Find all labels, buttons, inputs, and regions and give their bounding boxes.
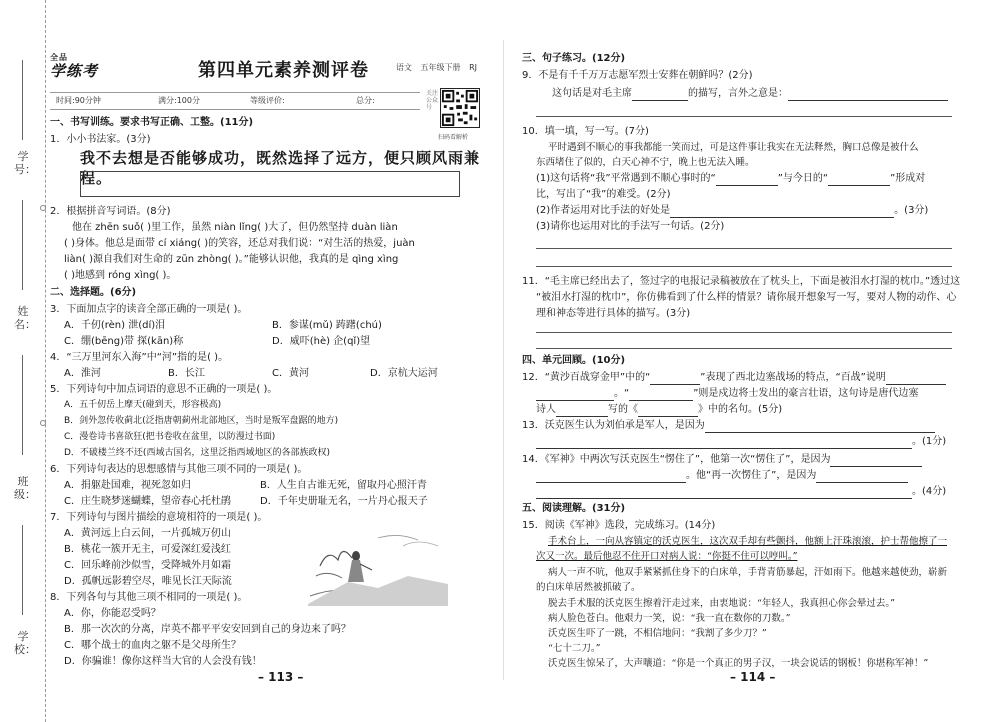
- q6-option-a[interactable]: A．捐躯赴国难，视死忽如归: [64, 480, 191, 491]
- section-2-heading: 二、选择题。(6分): [50, 287, 137, 298]
- q7-option-d[interactable]: D．孤帆远影碧空尽，唯见长江天际流: [64, 576, 232, 587]
- q12-text-d: ”则是戍边将士发出的豪言壮语，这句诗是唐代边塞: [693, 388, 919, 399]
- q10-1-blank-b[interactable]: [828, 174, 890, 186]
- school-label: 学校：: [14, 630, 36, 656]
- question-4: 4．“三万里河东入海”中“河”指的是( )。: [50, 352, 229, 363]
- q9-text-2: 的描写，言外之意是：: [688, 88, 788, 99]
- reading-line-7: 沃克医生吓了一跳，不相信地问：“我割了多少刀？”: [548, 628, 767, 639]
- q14-text-b: 。他“再一次愣住了”，是因为: [686, 470, 817, 481]
- time-limit: 时间:90分钟: [56, 96, 101, 105]
- rating-field: 等级评价:: [250, 96, 285, 105]
- exam-info-bar: [50, 92, 420, 110]
- question-2: 2．根据拼音写词语。(8分): [50, 206, 171, 217]
- q10-1-blank-a[interactable]: [716, 174, 778, 186]
- q5-option-b[interactable]: B．剑外忽传收蓟北(泛指唐朝蓟州北部地区，当时是叛军盘踞的地方): [64, 416, 339, 426]
- q9-text-1: 这句话是对毛主席: [552, 88, 632, 99]
- q5-option-c[interactable]: C．漫卷诗书喜欲狂(把书卷收在盆里，以防漫过书面): [64, 432, 276, 442]
- q13-score: 。(1分): [912, 436, 947, 447]
- q10-passage-1: 平时遇到不顺心的事我都能一笑而过，可是这件事让我实在无法释然，胸口总像是被什么: [548, 142, 919, 153]
- q11-line-2: “被泪水打湿的枕巾”，你仿佛看到了什么样的情景？请你展开想象写一写，要对人物的动作、心: [536, 292, 957, 303]
- q12-text-f: 写的《: [608, 404, 638, 415]
- section-5-heading: 五、阅读理解。(31分): [522, 503, 626, 514]
- q8-option-d[interactable]: D．你骗谁！像你这样当大官的人会没有钱！: [64, 656, 262, 667]
- page-114: [522, 48, 960, 688]
- gutter-line: [22, 60, 23, 140]
- reading-line-1: 手术台上，一向从容镇定的沃克医生，这次双手却有些颤抖，他额上汗珠滚滚，护士帮他擦了一: [548, 536, 948, 547]
- question-15: 15．阅读《军神》选段，完成练习。(14分): [522, 520, 716, 531]
- reading-line-3: 病人一声不吭，他双手紧紧抓住身下的白床单，手背青筋暴起，汗如雨下。他越来越使劲，崭新: [548, 567, 948, 578]
- q10-passage-2: 东西堵住了似的，白天心神不宁，晚上也无法入睡。: [536, 157, 755, 168]
- page-113: [50, 48, 486, 688]
- reading-line-5: 脱去手术服的沃克医生擦着汗走过来，由衷地说：“年轻人，我真担心你会晕过去。”: [548, 598, 895, 609]
- q4-option-b[interactable]: B．长江: [168, 368, 205, 379]
- question-12: [522, 370, 946, 385]
- binding-hole: [40, 205, 46, 211]
- q7-option-a[interactable]: A．黄河远上白云间，一片孤城万仞山: [64, 528, 231, 539]
- q9-answer-line: [552, 86, 948, 101]
- page-number-113: – 113 –: [258, 670, 304, 684]
- logo-main-text: 学练考: [50, 62, 99, 80]
- reading-line-4: 的白床单居然被抓破了。: [536, 582, 641, 593]
- q10-1-text-b: ”与今日的“: [777, 173, 829, 184]
- calligraphy-text: 我不去想是否能够成功，既然选择了远方，便只顾风雨兼程。: [80, 149, 481, 187]
- q10-sub-1: [536, 171, 925, 186]
- q2-line-2: ( )身体。他总是面带 cí xiáng( )的笑容，还总对我们说：“对生活的热爱，juàn: [64, 238, 415, 249]
- student-id-label: 学号：: [14, 150, 36, 176]
- q5-option-d[interactable]: D．不破楼兰终不还(西域古国名，这里泛指西域地区的各部族政权): [64, 448, 330, 458]
- gutter-line: [22, 200, 23, 290]
- q9-blank-1[interactable]: [632, 89, 688, 101]
- q14-blank-2[interactable]: [536, 471, 686, 483]
- section-3-heading: 三、句子练习。(12分): [522, 53, 626, 64]
- poem-illustration-image: [308, 526, 448, 606]
- q12-blank-1[interactable]: [650, 373, 700, 385]
- reading-line-9: 沃克医生惊呆了，大声嚷道：“你是一个真正的男子汉，一块会说话的钢板！你堪称军神！”: [548, 658, 929, 669]
- q6-option-b[interactable]: B．人生自古谁无死，留取丹心照汗青: [260, 480, 427, 491]
- gutter-line: [22, 355, 23, 455]
- answer-rule[interactable]: [536, 332, 952, 333]
- q2-line-3: liàn( )源自我们对生命的 zūn zhòng( )。”能够认识他，我真的是 qìng xìng: [64, 254, 399, 265]
- q12-text-e: 诗人: [536, 404, 556, 415]
- question-9: 9．不是有千千万万志愿军烈士安葬在朝鲜吗？(2分): [522, 70, 753, 81]
- q3-option-a[interactable]: A．千仞(rèn) 泄(dí)泪: [64, 320, 166, 331]
- question-7: 7．下列诗句与图片描绘的意境相符的一项是( )。: [50, 512, 268, 523]
- q10-sub-2: [536, 203, 928, 218]
- section-1-heading: 一、书写训练。要求书写正确、工整。(11分): [50, 117, 254, 128]
- q4-option-a[interactable]: A．淮河: [64, 368, 101, 379]
- q12-text-a: 12．“黄沙百战穿金甲”中的“: [522, 372, 651, 383]
- q6-option-c[interactable]: C．庄生晓梦迷蝴蝶，望帝春心托杜鹃: [64, 496, 231, 507]
- question-5: 5．下列诗句中加点词语的意思不正确的一项是( )。: [50, 384, 278, 395]
- page-fold: [503, 40, 504, 680]
- binding-gutter: [0, 0, 46, 722]
- edition-label: RJ: [469, 63, 478, 72]
- q8-option-a[interactable]: A．你，你能忍受吗？: [64, 608, 161, 619]
- q10-1-text-a: (1)这句话将“我”平常遇到不顺心事时的“: [536, 173, 716, 184]
- q5-option-a[interactable]: A．五千仞岳上摩天(碰到天，形容极高): [64, 400, 222, 410]
- q2-line-1: 他在 zhēn suǒ( )里工作，虽然 niàn lǐng( )大了，但仍然坚持 duàn liàn: [72, 222, 398, 233]
- grade-info: [396, 62, 483, 73]
- answer-rule[interactable]: [536, 348, 952, 349]
- q3-option-b[interactable]: B．参谋(mǔ) 踌躇(chú): [272, 320, 382, 331]
- q14-blank-4[interactable]: [536, 487, 912, 499]
- q13-line-2: [536, 434, 946, 449]
- subject-label: 语文: [396, 63, 412, 72]
- qr-caption: 扫码看解析: [438, 134, 469, 141]
- question-14: [522, 452, 922, 467]
- q14-line-3: [536, 484, 946, 499]
- reading-line-8: “七十二刀。”: [548, 643, 601, 654]
- q14-text: 14．《军神》中两次写沃克医生“愣住了”，他第一次“愣住了”，是因为: [522, 454, 831, 465]
- qr-side-text: 关注公众号: [426, 90, 439, 111]
- q10-2-text: (2)作者运用对比手法的好处是: [536, 205, 671, 216]
- brand-logo: [50, 52, 120, 80]
- q12-blank-2[interactable]: [886, 373, 946, 385]
- q10-2-blank[interactable]: [670, 206, 894, 218]
- q10-sub-1-cont: 比，写出了“我”的难受。(2分): [536, 189, 671, 200]
- question-6: 6．下列诗句表达的思想感情与其他三项不同的一项是( )。: [50, 464, 308, 475]
- q6-option-d[interactable]: D．千年史册耻无名，一片丹心报天子: [260, 496, 428, 507]
- q4-option-c[interactable]: C．黄河: [272, 368, 309, 379]
- qr-code-icon[interactable]: [440, 88, 480, 128]
- page-title: 第四单元素养测评卷: [198, 60, 369, 81]
- q8-option-b[interactable]: B．那一次次的分离，岸英不都平平安安回到自己的身边来了吗？: [64, 624, 351, 635]
- q7-option-b[interactable]: B．桃花一簇开无主，可爱深红爱浅红: [64, 544, 231, 555]
- q14-blank-3[interactable]: [816, 471, 908, 483]
- q3-option-c[interactable]: C．绷(bēng)带 探(kān)称: [64, 336, 184, 347]
- q9-blank-2[interactable]: [788, 89, 948, 101]
- q4-option-d[interactable]: D．京杭大运河: [370, 368, 438, 379]
- q14-score: 。(4分): [912, 486, 947, 497]
- answer-rule[interactable]: [536, 248, 952, 249]
- gutter-line: [22, 525, 23, 615]
- q12-line-3: [536, 402, 782, 417]
- q12-text-c: 。“: [614, 388, 630, 399]
- q12-blank-3[interactable]: [536, 389, 614, 401]
- q12-blank-5[interactable]: [556, 405, 608, 417]
- answer-rule[interactable]: [536, 116, 952, 117]
- q12-line-2: [536, 386, 918, 401]
- question-1: 1．小小书法家。(3分): [50, 134, 151, 145]
- q12-text-g: 》中的名句。(5分): [698, 404, 783, 415]
- handwriting-box[interactable]: [80, 171, 460, 197]
- question-3: 3．下面加点字的读音全部正确的一项是( )。: [50, 304, 248, 315]
- logo-top-text: 全品: [50, 53, 68, 62]
- q3-option-d[interactable]: D．威吓(hè) 企(qǐ)望: [272, 336, 371, 347]
- page-number-114: – 114 –: [730, 670, 776, 684]
- q10-2-score: 。(3分): [894, 205, 929, 216]
- q12-text-b: ”表现了西北边塞战场的特点，“百战”说明: [700, 372, 886, 383]
- section-4-heading: 四、单元回顾。(10分): [522, 355, 626, 366]
- question-8: 8．下列各句与其他三项不相同的一项是( )。: [50, 592, 248, 603]
- total-field: 总分:: [356, 96, 375, 105]
- q14-blank-1[interactable]: [830, 455, 922, 467]
- q13-blank-2[interactable]: [536, 437, 912, 449]
- question-13: [522, 418, 935, 433]
- q7-option-c[interactable]: C．回乐峰前沙似雪，受降城外月如霜: [64, 560, 231, 571]
- question-11: 11．“毛主席已经出去了，签过字的电报记录稿被放在了枕头上，下面是被泪水打湿的枕巾。”透过这: [522, 276, 961, 287]
- binding-hole: [40, 420, 46, 426]
- q13-blank[interactable]: [705, 421, 935, 433]
- question-10: 10．填一填，写一写。(7分): [522, 126, 649, 137]
- q12-blank-6[interactable]: [638, 405, 698, 417]
- reading-line-2: 次又一次。最后他忍不住开口对病人说：“你挺不住可以哼叫。”: [536, 551, 798, 562]
- full-score: 满分:100分: [158, 96, 200, 105]
- q11-line-3: 理和神态等进行具体的描写。(3分): [536, 308, 691, 319]
- reading-line-6: 病人脸色苍白。他艰力一笑，说：“我一直在数你的刀数。”: [548, 613, 791, 624]
- q12-blank-4[interactable]: [629, 389, 693, 401]
- q10-sub-3: (3)请你也运用对比的手法写一句话。(2分): [536, 221, 725, 232]
- name-label: 姓名：: [14, 305, 36, 331]
- class-label: 班级：: [14, 475, 36, 501]
- answer-rule[interactable]: [536, 266, 952, 267]
- q8-option-c[interactable]: C．哪个战士的血肉之躯不是父母所生？: [64, 640, 241, 651]
- q13-text: 13．沃克医生认为刘伯承是军人，是因为: [522, 420, 705, 431]
- q10-1-text-c: ”形成对: [890, 173, 926, 184]
- grade-label: 五年级下册: [420, 63, 461, 72]
- q2-line-4: ( )地感到 róng xìng( )。: [64, 270, 177, 281]
- q14-line-2: [536, 468, 908, 483]
